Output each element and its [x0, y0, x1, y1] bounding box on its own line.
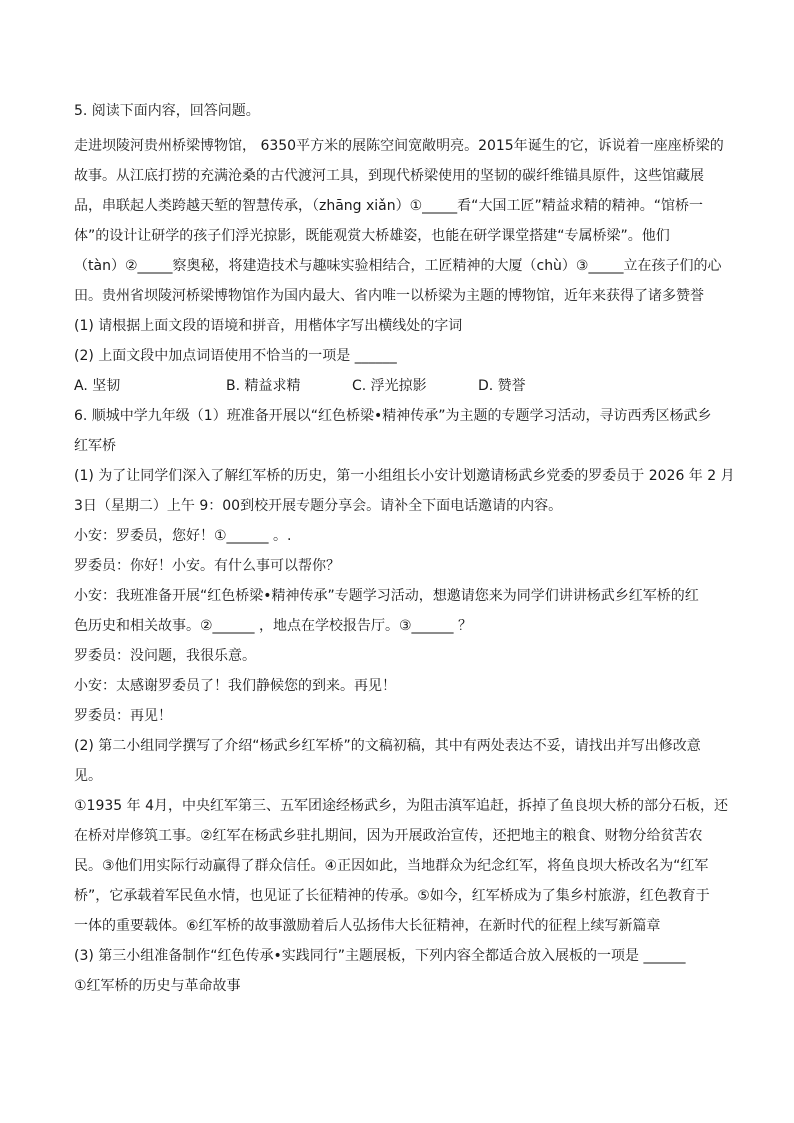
- q5-passage-line-2: 故事。从江底打捞的充满沧桑的古代渡河工具，到现代桥梁使用的坚韧的碳纤维锚具原件，这些馆藏展: [74, 168, 704, 184]
- q5-passage: [74, 131, 724, 311]
- q5-subquestion-1: (1) 请根据上面文段的语境和拼音，用楷体字写出横线处的字词: [74, 318, 463, 334]
- draft-line: 桥”，它承载着军民鱼水情，也见证了长征精神的传承。⑤如今，红军桥成为了集乡村旅游，红色教育于: [74, 888, 710, 904]
- q5-passage-line-6: 田。贵州省坝陵河桥梁博物馆作为国内最大、省内唯一以桥梁为主题的博物馆，近年来获得了诸多赞誉: [74, 288, 704, 304]
- page-content: [74, 100, 735, 1001]
- draft-line: 一体的重要载体。⑥红军桥的故事激励着后人弘扬伟大长征精神，在新时代的征程上续写新篇章: [74, 918, 661, 934]
- dialogue-line: 小安：太感谢罗委员了！我们静候您的到来。再见！: [74, 678, 396, 694]
- q6-title-line-1: 6. 顺城中学九年级（1）班准备开展以“红色桥梁•精神传承”为主题的专题学习活动，寻访西秀区杨武乡: [74, 408, 712, 424]
- q5-passage-line-5: （tàn）②_____察奥秘，将建造技术与趣味实验相结合，工匠精神的大厦（chù）③_____立在孩子们的心: [74, 258, 722, 274]
- q5-passage-line-1: 走进坝陵河贵州桥梁博物馆， 6350平方米的展陈空间宽敞明亮。2015年诞生的它，诉说着一座座桥梁的: [74, 138, 724, 154]
- dialogue-line: 罗委员：再见！: [74, 708, 172, 724]
- q5-option-b: B. 精益求精: [226, 378, 301, 394]
- q5-subquestion-2: (2) 上面文段中加点词语使用不恰当的一项是 ______: [74, 348, 397, 364]
- q5-option-a: A. 坚韧: [74, 378, 121, 394]
- draft-line: ①1935 年 4月，中央红军第三、五军团途经杨武乡，为阻击滇军追赶，拆掉了鱼良坝大桥的部分石板，还: [74, 798, 728, 814]
- q6-subquestion-2-line-2: 见。: [74, 768, 102, 784]
- q5-title: 5. 阅读下面内容，回答问题。: [74, 103, 260, 119]
- q6-item-1: ①红军桥的历史与革命故事: [74, 978, 241, 994]
- q5-options: [74, 371, 724, 401]
- draft-line: 在桥对岸修筑工事。②红军在杨武乡驻扎期间，因为开展政治宣传，还把地主的粮食、财物分给贫苦农: [74, 828, 703, 844]
- draft-line: 民。③他们用实际行动赢得了群众信任。④正因如此，当地群众为纪念红军，将鱼良坝大桥改名为“红军: [74, 858, 709, 874]
- q5-passage-line-4: 体”的设计让研学的孩子们浮光掠影，既能观赏大桥雄姿，也能在研学课堂搭建“专属桥梁”。他们: [74, 228, 670, 244]
- q6-subquestion-1-line-2: 3日（星期二）上午 9：00到校开展专题分享会。请补全下面电话邀请的内容。: [74, 498, 563, 514]
- q6-subquestion-2-line-1: (2) 第二小组同学撰写了介绍“杨武乡红军桥”的文稿初稿，其中有两处表达不妥，请找出并写出修改意: [74, 738, 701, 754]
- dialogue-line: 罗委员：没问题，我很乐意。: [74, 648, 256, 664]
- q5-passage-line-3: 品，串联起人类跨越天堑的智慧传承，（zhāng xiǎn）①_____看“大国工匠”精益求精的精神。“馆桥一: [74, 198, 703, 214]
- q6-subquestion-1-line-1: (1) 为了让同学们深入了解红军桥的历史，第一小组组长小安计划邀请杨武乡党委的罗委员于 2026 年 2 月: [74, 468, 735, 484]
- dialogue-line: 罗委员：你好！小安。有什么事可以帮你？: [74, 558, 340, 574]
- dialogue-line: 色历史和相关故事。②______ ，地点在学校报告厅。③______ ？: [74, 618, 473, 634]
- q6-dialogue: [74, 521, 724, 731]
- q6-draft-text: [74, 791, 728, 941]
- q5-option-c: C. 浮光掠影: [352, 378, 427, 394]
- dialogue-line: 小安：我班准备开展“红色桥梁•精神传承”专题学习活动，想邀请您来为同学们讲讲杨武乡红军桥的红: [74, 588, 699, 604]
- q6-subquestion-3: (3) 第三小组准备制作“红色传承•实践同行”主题展板，下列内容全都适合放入展板的一项是 ______: [74, 948, 686, 964]
- q5-option-d: D. 赞誉: [478, 378, 526, 394]
- q6-title-line-2: 红军桥: [74, 438, 116, 454]
- dialogue-line: 小安：罗委员，您好！①______ 。.: [74, 528, 292, 544]
